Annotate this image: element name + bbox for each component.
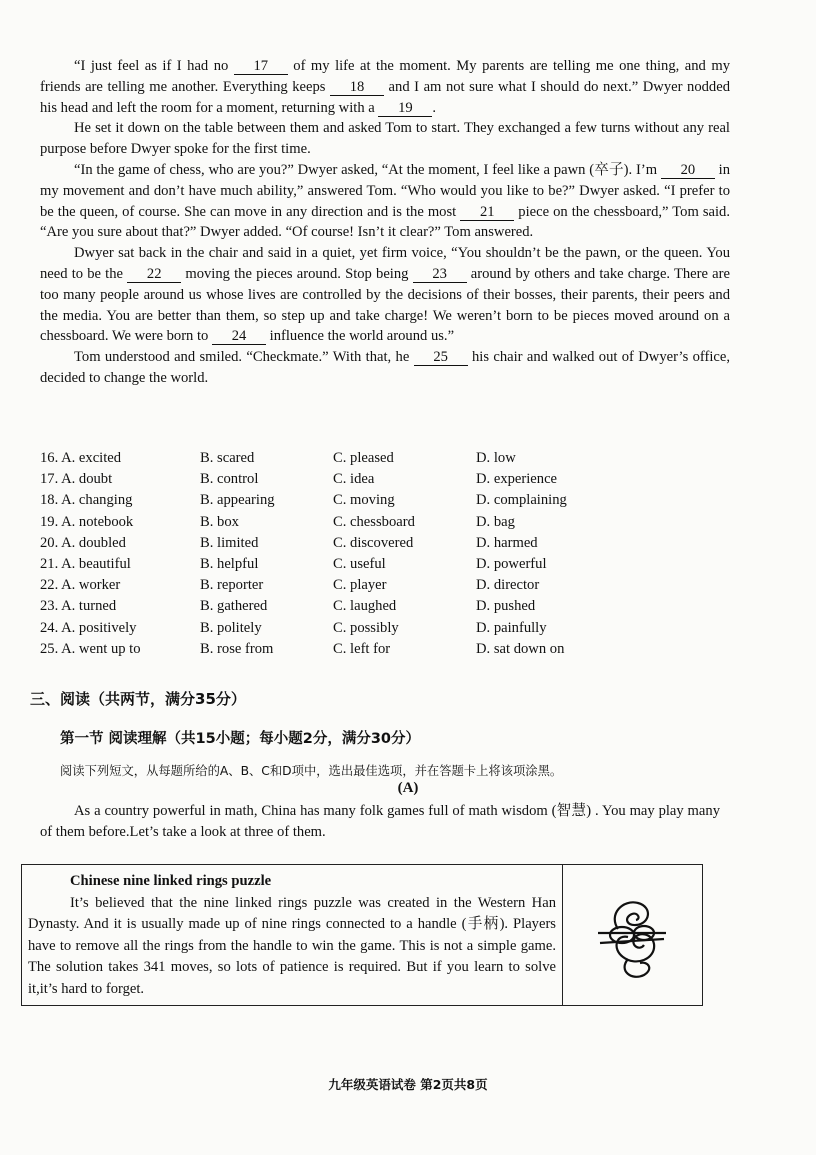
option-b: B. helpful — [200, 556, 259, 573]
option-d: D. director — [476, 577, 540, 594]
box-divider — [562, 865, 563, 1005]
blank-20: 20 — [661, 163, 715, 179]
option-row-22 — [40, 575, 740, 596]
option-row-17 — [40, 469, 740, 490]
option-c: C. player — [333, 577, 387, 594]
option-c: C. discovered — [333, 534, 414, 551]
nine-rings-icon — [588, 889, 678, 984]
option-row-20 — [40, 533, 740, 554]
text: his chair and walked out of Dwyer’s office, decided to change the world. — [40, 349, 730, 386]
blank-17: 17 — [234, 59, 288, 75]
option-b: B. rose from — [200, 640, 274, 657]
option-d: D. bag — [476, 513, 515, 530]
option-b: B. reporter — [200, 577, 264, 594]
option-d: D. sat down on — [476, 640, 565, 657]
blank-24: 24 — [212, 329, 266, 345]
option-d: D. painfully — [476, 619, 547, 636]
option-b: B. scared — [200, 450, 255, 467]
rings-puzzle-text — [28, 871, 556, 1000]
box-title: Chinese nine linked rings puzzle — [70, 873, 272, 889]
option-row-19 — [40, 512, 740, 533]
option-a: 22. A. worker — [40, 577, 121, 594]
option-a: 18. A. changing — [40, 492, 133, 509]
text: of my life at the moment. My parents are telling me one thing, and my friends are telling me another. Everything keeps — [40, 58, 730, 95]
text: around by others and take charge. There are too many people around us whose lives are controlled by the decisions of their bosses, their parents, their peers and the media. You are better than them, so step up and take charge! We weren’t born to be pieces moved around on a chessboard. We were born to — [40, 265, 730, 345]
option-row-18 — [40, 490, 740, 511]
option-b: B. appearing — [200, 492, 275, 509]
text: in my movement and don’t have much ability,” answered Tom. “Who would you like to be?” Dwyer asked. “I prefer to be the queen, of course. She can move in any direction and is the most — [40, 161, 731, 220]
cloze-paragraph-1 — [40, 56, 730, 118]
option-a: 24. A. positively — [40, 619, 137, 636]
option-d: D. powerful — [476, 556, 547, 573]
option-a: 17. A. doubt — [40, 471, 113, 488]
cloze-paragraph-4 — [40, 243, 730, 347]
option-c: C. pleased — [333, 450, 394, 467]
section-title: 三、阅读（共两节，满分35分） — [30, 690, 246, 708]
option-a: 21. A. beautiful — [40, 556, 131, 573]
answer-options — [40, 448, 740, 660]
option-a: 16. A. excited — [40, 450, 122, 467]
option-d: D. low — [476, 450, 516, 467]
text: “I just feel as if I had no — [74, 58, 234, 74]
option-b: B. box — [200, 513, 239, 530]
blank-23: 23 — [413, 267, 467, 283]
passage-label: (A) — [397, 780, 419, 796]
instruction-text: 阅读下列短文，从每题所给的A、B、C和D项中，选出最佳选项，并在答题卡上将该项涂黑。 — [60, 764, 563, 778]
blank-18: 18 — [330, 80, 384, 96]
page-footer: 九年级英语试卷 第2页共8页 — [328, 1077, 488, 1092]
text: and I am not sure what I should do next.” Dwyer nodded his head and left the room for a moment, returning with a — [40, 78, 730, 116]
blank-19: 19 — [378, 101, 432, 117]
option-c: C. useful — [333, 556, 386, 573]
blank-22: 22 — [127, 267, 181, 283]
option-d: D. harmed — [476, 534, 538, 551]
text: Dwyer sat back in the chair and said in a quiet, yet firm voice, “You shouldn’t be the pawn, or the queen. You need to be the — [40, 245, 730, 282]
cloze-paragraph-2: He set it down on the table between them and asked Tom to start. They exchanged a few turns without any real purpose before Dwyer spoke for the first time. — [40, 120, 730, 158]
text: Tom understood and smiled. “Checkmate.” With that, he — [74, 349, 414, 366]
option-a: 20. A. doubled — [40, 534, 126, 551]
subsection-title: 第一节 阅读理解（共15小题；每小题2分，满分30分） — [60, 731, 420, 747]
cloze-paragraph-3 — [40, 160, 730, 243]
text: influence the world around us.” — [266, 328, 455, 345]
option-b: B. limited — [200, 534, 259, 551]
rings-puzzle-box — [21, 864, 703, 1006]
text: . — [432, 99, 437, 116]
option-row-16 — [40, 448, 740, 469]
option-b: B. politely — [200, 619, 262, 636]
option-a: 23. A. turned — [40, 598, 117, 615]
blank-21: 21 — [460, 205, 514, 221]
option-row-24 — [40, 618, 740, 639]
option-a: 25. A. went up to — [40, 640, 141, 657]
blank-25: 25 — [414, 350, 468, 366]
option-c: C. laughed — [333, 598, 397, 615]
text: moving the pieces around. Stop being — [181, 265, 413, 282]
option-row-21 — [40, 554, 740, 575]
option-d: D. complaining — [476, 492, 567, 509]
option-d: D. pushed — [476, 598, 536, 615]
option-b: B. control — [200, 471, 259, 488]
option-c: C. moving — [333, 492, 395, 509]
text: piece on the chessboard,” Tom said. “Are you sure about that?” Dwyer added. “Of course! Isn’t it clear?” Tom answered. — [40, 203, 731, 241]
cloze-paragraph-5 — [40, 347, 730, 389]
option-a: 19. A. notebook — [40, 513, 134, 530]
reading-intro — [40, 801, 720, 843]
option-c: C. possibly — [333, 619, 399, 636]
option-b: B. gathered — [200, 598, 268, 615]
option-row-25 — [40, 639, 740, 660]
option-c: C. left for — [333, 640, 391, 657]
option-c: C. idea — [333, 471, 375, 488]
option-d: D. experience — [476, 471, 558, 488]
option-row-23 — [40, 596, 740, 617]
cloze-passage — [40, 56, 730, 389]
intro-paragraph: As a country powerful in math, China has many folk games full of math wisdom (智慧) . You may play many of them before.Let’s take a look at three of them. — [40, 803, 720, 840]
option-c: C. chessboard — [333, 513, 415, 530]
text: “In the game of chess, who are you?” Dwyer asked, “At the moment, I feel like a pawn (卒子). I’m — [74, 161, 661, 178]
box-body: It’s believed that the nine linked rings puzzle was created in the Western Han Dynasty. And it is usually made up of nine rings connected to a handle (手柄). Players have to remove all the rings from the handle to win the game. This is not a simple game. The solution takes 341 moves, so lots of patience is required. But if you learn to solve it,it’s hard to forget. — [28, 894, 556, 997]
